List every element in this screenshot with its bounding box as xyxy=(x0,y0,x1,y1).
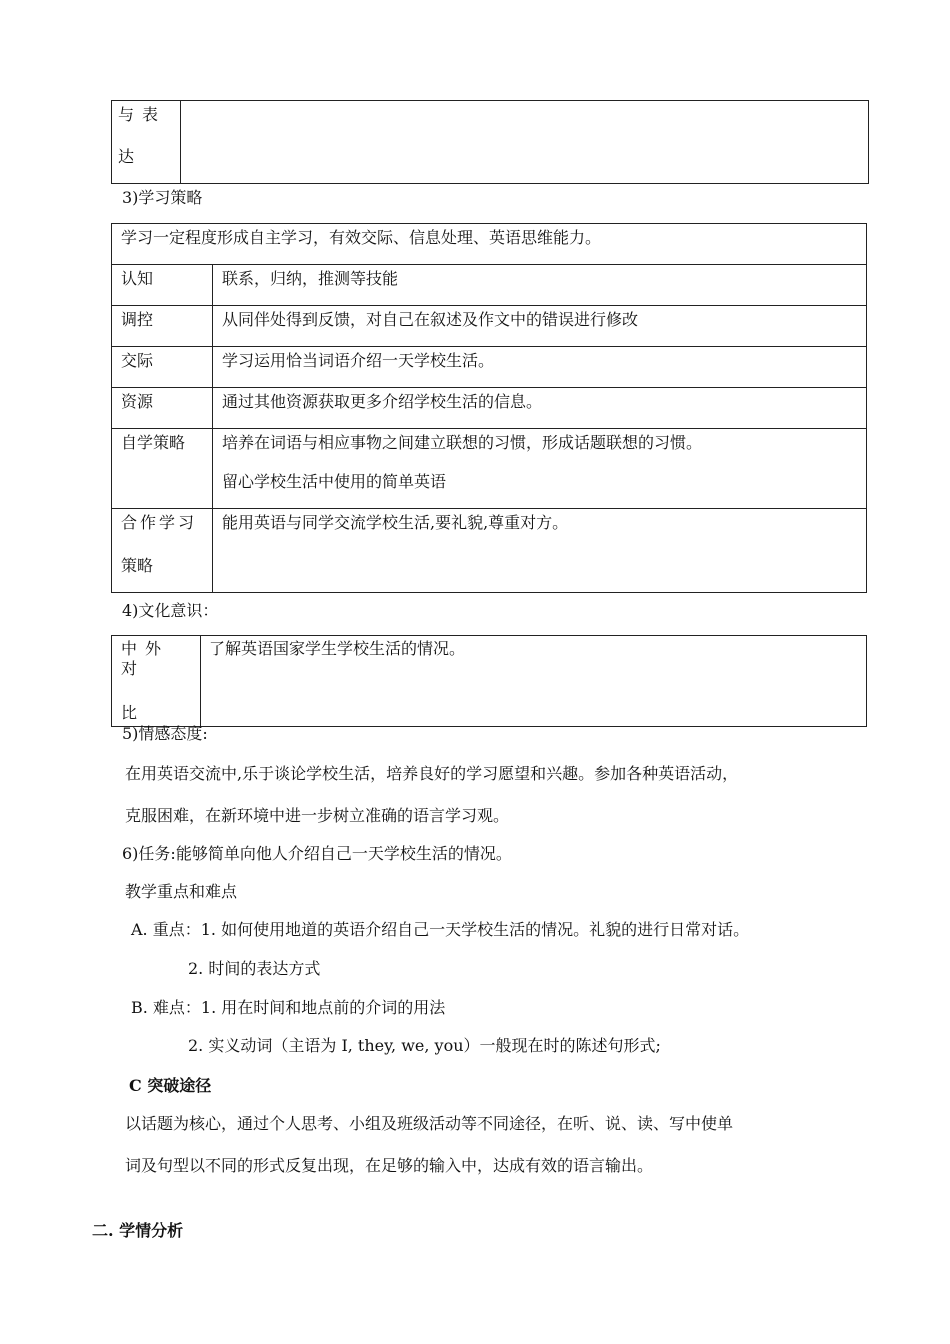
culture-label-line2: 比 xyxy=(121,703,138,722)
strategy-content-resource: 通过其他资源获取更多介绍学校生活的信息。 xyxy=(213,388,867,429)
cooperation-label-line1: 合作学习 xyxy=(121,513,198,532)
expression-label-line1: 与表 xyxy=(118,105,167,124)
cooperation-label-line2: 策略 xyxy=(121,556,154,575)
strategy-content-communication: 学习运用恰当词语介绍一天学校生活。 xyxy=(213,347,867,388)
section5-heading: 5)情感态度: xyxy=(122,724,208,743)
difficulty-b2: 2. 实义动词（主语为 I, they, we, you）一般现在时的陈述句形式; xyxy=(188,1036,661,1055)
strategy-content-cooperation: 能用英语与同学交流学校生活,要礼貌,尊重对方。 xyxy=(213,509,867,593)
breakthrough-heading: C 突破途径 xyxy=(129,1076,212,1095)
key-point-a: A. 重点：1. 如何使用地道的英语介绍自己一天学校生活的情况。礼貌的进行日常对话。 xyxy=(131,920,750,939)
selfstudy-line2: 留心学校生活中使用的简单英语 xyxy=(222,472,447,491)
strategy-header-cell xyxy=(112,224,867,265)
strategy-content-cognition: 联系，归纳，推测等技能 xyxy=(213,265,867,306)
key-points-heading: 教学重点和难点 xyxy=(125,882,238,901)
strategy-label-regulation: 调控 xyxy=(112,306,213,347)
difficulty-b: B. 难点：1. 用在时间和地点前的介词的用法 xyxy=(131,998,446,1017)
expression-label-cell xyxy=(112,101,181,184)
strategy-header-text: 学习一定程度形成自主学习，有效交际、信息处理、英语思维能力。 xyxy=(121,228,602,247)
expression-table xyxy=(111,100,869,184)
culture-content-cell: 了解英语国家学生学校生活的情况。 xyxy=(201,636,867,727)
strategy-label-cooperation xyxy=(112,509,213,593)
section4-heading: 4)文化意识： xyxy=(122,601,219,620)
learning-strategy-table xyxy=(111,223,867,593)
strategy-label-cognition: 认知 xyxy=(112,265,213,306)
selfstudy-line1: 培养在词语与相应事物之间建立联想的习惯，形成话题联想的习惯。 xyxy=(222,433,703,452)
expression-content-cell xyxy=(181,101,869,184)
culture-label-cell xyxy=(112,636,201,727)
section3-heading: 3)学习策略 xyxy=(122,188,203,207)
strategy-label-selfstudy: 自学策略 xyxy=(112,429,213,509)
breakthrough-line1: 以话题为核心，通过个人思考、小组及班级活动等不同途径，在听、说、读、写中使单 xyxy=(125,1114,734,1133)
section6-task: 6)任务:能够简单向他人介绍自己一天学校生活的情况。 xyxy=(122,844,512,863)
section5-line2: 克服困难，在新环境中进一步树立准确的语言学习观。 xyxy=(125,806,510,825)
breakthrough-line2: 词及句型以不同的形式反复出现，在足够的输入中，达成有效的语言输出。 xyxy=(125,1156,654,1175)
key-point-a2: 2. 时间的表达方式 xyxy=(188,959,321,978)
culture-label-line1: 中外对 xyxy=(121,639,170,678)
strategy-label-communication: 交际 xyxy=(112,347,213,388)
section5-line1: 在用英语交流中,乐于谈论学校生活，培养良好的学习愿望和兴趣。参加各种英语活动， xyxy=(125,764,739,783)
strategy-content-regulation: 从同伴处得到反馈，对自己在叙述及作文中的错误进行修改 xyxy=(213,306,867,347)
culture-table xyxy=(111,635,867,727)
strategy-content-selfstudy xyxy=(213,429,867,509)
expression-label-line2: 达 xyxy=(118,147,135,166)
strategy-label-resource: 资源 xyxy=(112,388,213,429)
part2-heading: 二. 学情分析 xyxy=(92,1221,184,1240)
